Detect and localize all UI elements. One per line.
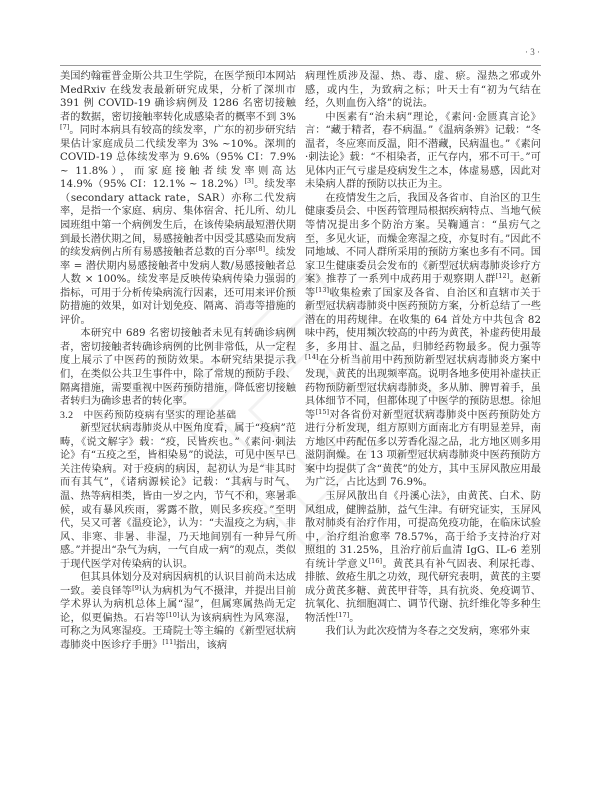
section-heading: [60, 409, 296, 423]
paragraph-preventive-theory: 中医素有“治未病”理论，《素问·金匮真言论》言：“藏于精者，春不病温。”《温病条辨》记载：“冬温者，冬应寒而反温，阳不潜藏，民病温也。”《素问·刺法论》载：“不相染者，正气存内，邪不可干。”可见体内正气亏虚是疫病发生之本，体虚易感，因此对未染病人群的预防以扶正为主。: [305, 111, 541, 191]
citation[interactable]: [10]: [165, 610, 180, 619]
section-title: 中医药预防疫病有坚实的理论基础: [83, 409, 237, 421]
paragraph-conclusion-start: 我们认为此次疫情为冬春之交发病，寒邪外束: [325, 626, 531, 638]
paragraph-pathology-continued: 病理性质涉及湿、热、毒、虚、瘀。湿热之邪或外感，或内生，为致病之标；叶天士有“初为气结在经，久则血伤入络”的说法。: [305, 71, 541, 110]
citation[interactable]: [14]: [305, 353, 319, 362]
paragraph-prevention-plans: 在疫情发生之后，我国及各省市、自治区的卫生健康委员会、中医药管理局根据疾病特点、当地气候等情况提出多个防治方案。吴鞠通言：“虽疠气之至，多见火证，而燥金寒湿之疫，亦复时有。”因此不同地域、不同人群所采用的预防方案也多有不同。国家卫生健康委员会发布的《新型冠状病毒肺炎诊疗方案》推荐了一系列中成药用于观察期人群[12]。赵新等[13]收集检索了国家及各省、自治区和直辖市关于新型冠状病毒肺炎中医药预防方案，分析总结了一些潜在的用药规律。在收集的 64 首处方中共包含 82 味中药，使用频次较高的中药为黄芪，补虚药使用最多，多用甘、温之品，归肺经药物最多。倪力强等[14]在分析当前用中药预防新型冠状病毒肺炎方案中发现，黄芪的出现频率高。说明各地多使用补虚扶正药物预防新型冠状病毒肺炎，多从肺、脾胃着手，虽具体细节不同，但都体现了中医学的预防思想。徐旭等[15]对各省份对新型冠状病毒肺炎中医药预防处方进行分析发现，组方原则方面南北方有明显差异，南方地区中药配伍多以芳香化湿之品，北方地区则多用滋阴润燥。在 13 项新型冠状病毒肺炎中医药预防方案中均提供了含“黄芪”的处方，其中玉屏风散应用最为广泛，占比达到 76.9%。: [305, 192, 541, 489]
citation[interactable]: [17]: [335, 610, 350, 619]
left-column: [60, 70, 296, 653]
paragraph-tcm-theory: 新型冠状病毒肺炎从中医角度看，属于“疫病”范畴，《说文解字》载：“疫，民皆疾也。”《素问·刺法论》有“五疫之至，皆相染易”的说法，可见中医早已关注传染病。对于疫病的病因，起初认为是“非其时而有其气”，《诸病源候论》记载：“其病与时气、温、热等病相类，皆由一岁之内，节气不和，寒暑乖候，或有暴风疾雨，雾露不散，则民多疾疫。”至明代，吴又可著《温疫论》，认为：“夫温疫之为病，非风、非寒、非暑、非湿，乃天地间别有一种异气所感。”并提出“杂气为病，一气自成一病”的观点，类似于现代医学对传染病的认识。: [60, 423, 296, 570]
header-rule: [60, 65, 541, 66]
paragraph-yupingfeng: 玉屏风散出自《丹溪心法》，由黄芪、白术、防风组成，健脾益肺，益气生津。有研究证实，玉屏风散对肺炎有治疗作用，可提高免疫功能，在临床试验中，治疗组治愈率 78.57%，高于给予支持治疗对照组的 31.25%，且治疗前后血清 IgG、IL-6 差别有统计学意义[16]。黄芪具有补气固表、利尿托毒、排脓、敛疮生肌之功效，现代研究表明，黄芪的主要成分黄芪多糖、黄芪甲苷等，具有抗炎、免疫调节、抗氧化、抗细胞凋亡、调节代谢、抗纤维化等多种生物活性[17]。: [305, 490, 541, 624]
section-number: 3.2: [60, 409, 74, 421]
paragraph-transmission-rate: 美国约翰霍普金斯公共卫生学院，在医学预印本网站 MedRxiv 在线发表最新研究成果，分析了深圳市 391 例 COVID-19 确诊病例及 1286 名密切接触者的数据，密切接触率转化成感染者的概率不到 3%[7]。同时本病具有较高的续发率，广东的初步研究结果估计家庭成员二代续发率为 3% ~10%。深圳的 COVID-19 总体续发率为 9.6%（95% CI：7.9% ~ 11.8%），而家庭接触者续发率则高达 14.9%（95% CI：12.1% ~ 18.2%）[3]。续发率（secondary attack rate，SAR）亦称二代发病率，是指一个家庭、病房、集体宿舍、托儿所、幼儿园班组中第一个病例发生后，在该传染病最短潜伏期到最长潜伏期之间，易感接触者中因受其感染而发病的续发病例占所有易感接触者总数的百分率[8]。续发率 = 潜伏期内易感接触者中发病人数/易感接触者总人数 × 100%。续发率是反映传染病传染力强弱的指标，可用于分析传染病流行因素，还可用来评价预防措施的效果，如对计划免疫、隔离、消毒等措施的评价。: [60, 71, 296, 326]
citation[interactable]: [3]: [244, 177, 254, 186]
page-number: · 3 ·: [525, 47, 540, 57]
citation[interactable]: [11]: [162, 637, 176, 646]
citation[interactable]: [8]: [255, 245, 266, 254]
citation[interactable]: [7]: [60, 123, 70, 132]
right-column: [305, 70, 541, 639]
citation[interactable]: [16]: [368, 556, 383, 565]
citation[interactable]: [9]: [132, 583, 142, 592]
citation[interactable]: [15]: [315, 407, 330, 416]
citation[interactable]: [13]: [315, 285, 330, 294]
citation[interactable]: [12]: [495, 272, 510, 281]
paragraph-study-findings: 本研究中 689 名密切接触者未见有转确诊病例者，密切接触者转确诊病例的比例非常低，从一定程度上展示了中医药的预防效果。本研究结果提示我们，在类似公共卫生事件中，除了常规的预防手段、隔离措施，需要重视中医药预防措施，降低密切接触者转归为确诊患者的转化率。: [60, 328, 296, 408]
paragraph-pathogenesis: 但其具体划分及对病因病机的认识目前尚未达成一致。姜良铎等[9]认为病机为气不摄津，并提出目前学术界认为病机总体上属“湿”，但属寒属热尚无定论，似更偏热。石岩等[10]认为该病病性为风寒湿，可称之为风寒湿疫。王琦院士等主编的《新型冠状病毒肺炎中医诊疗手册》[11]指出，该病: [60, 572, 296, 651]
